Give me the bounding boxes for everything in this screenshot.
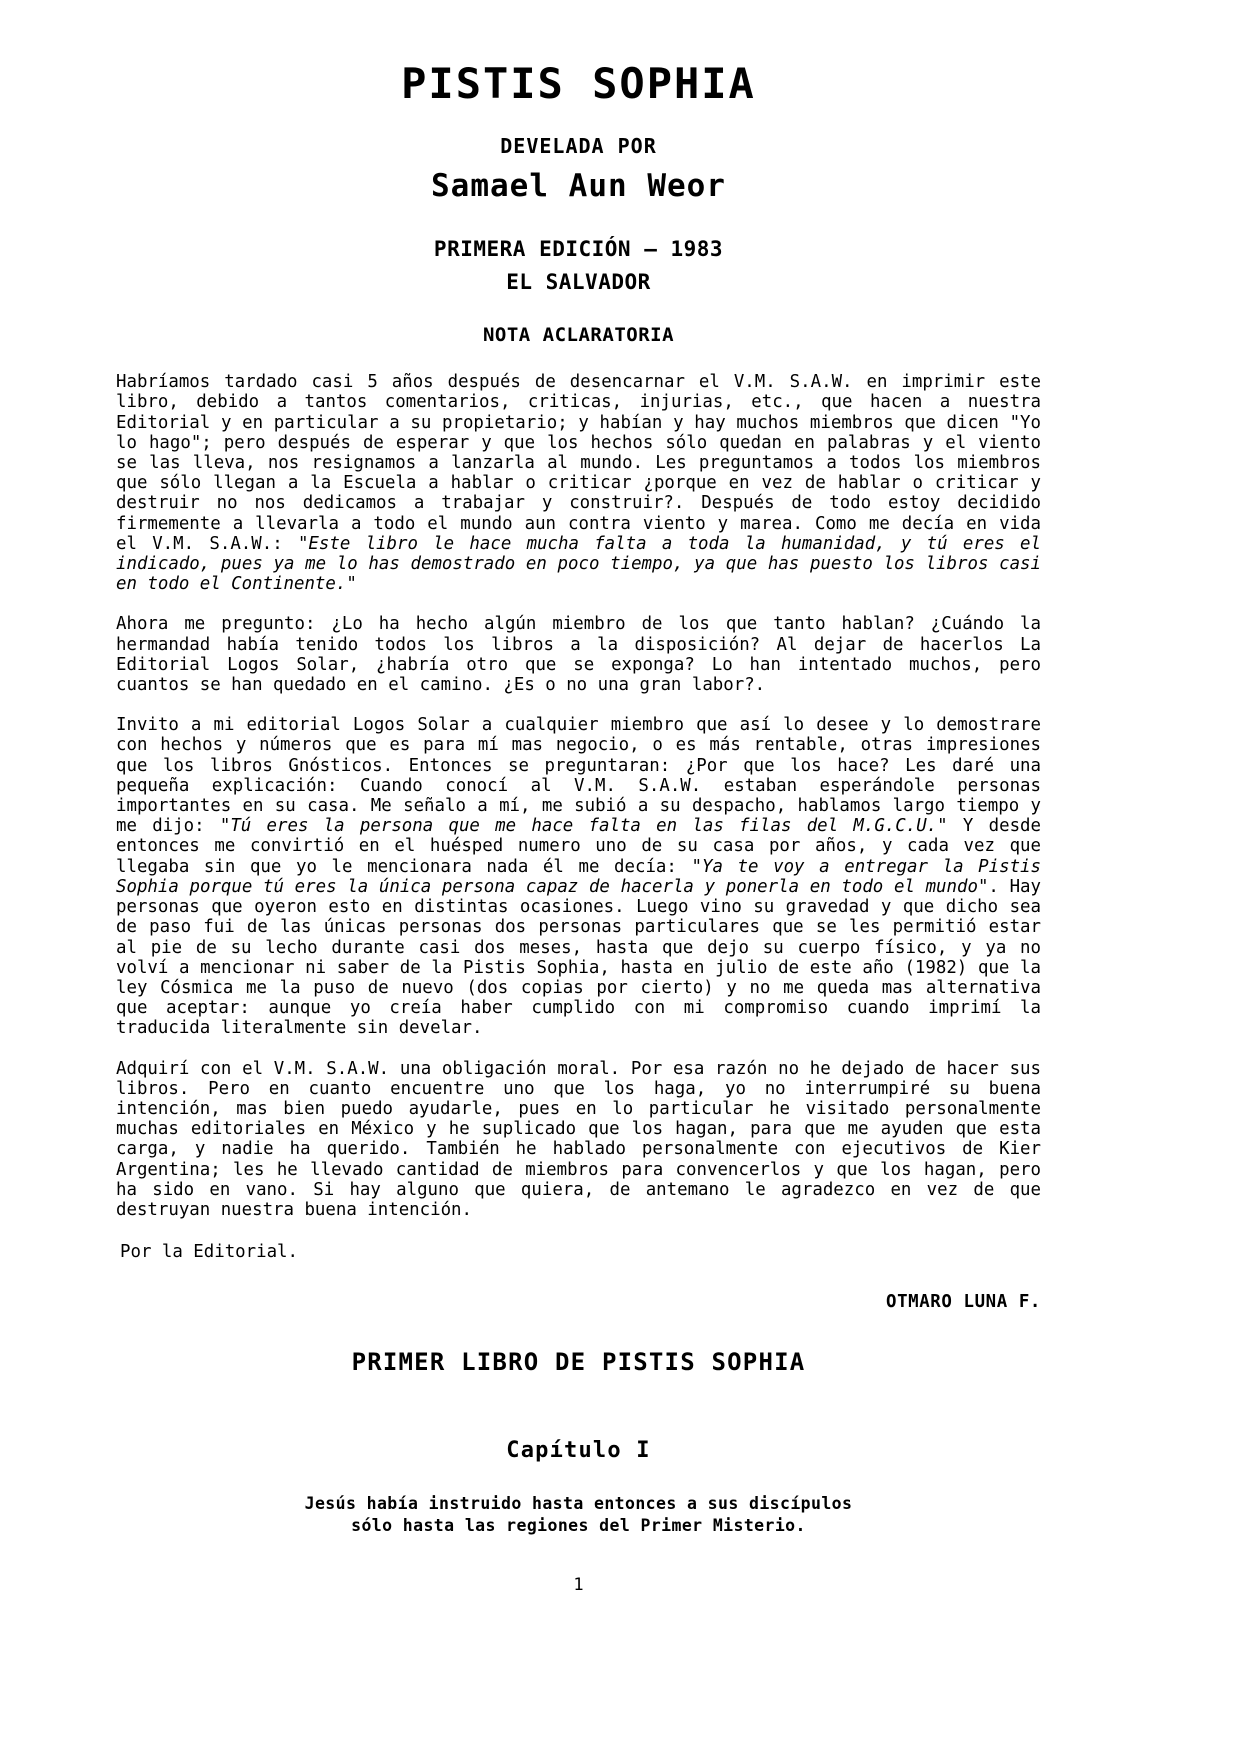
paragraph-2: Ahora me pregunto: ¿Lo ha hecho algún miembro de los que tanto hablan? ¿Cuándo la hermandad había tenido todos los libros a la disposición? Al dejar de hacerlos La Editorial Logos Solar, ¿habría otro que se exponga? Lo han intentado muchos, pero cuantos se han quedado en el camino. ¿Es o no una gran labor?.	[116, 614, 1041, 696]
book-title-heading: PRIMER LIBRO DE PISTIS SOPHIA	[351, 1348, 806, 1377]
edition-line: PRIMERA EDICIÓN – 1983	[433, 237, 724, 262]
body-text	[116, 372, 1041, 1220]
paragraph-1-quote: "Este libro le hace mucha falta a toda la humanidad, y tú eres el indicado, pues ya me lo has demostrado en poco tiempo, ya que has puesto los libros casi en todo el Continente."	[116, 533, 1041, 595]
chapter-subtitle-line-1: Jesús había instruido hasta entonces a sus discípulos	[304, 1494, 853, 1514]
paragraph-3	[116, 715, 1041, 1038]
title-subtitle: DEVELADA POR	[500, 134, 657, 159]
section-heading-nota-aclaratoria: NOTA ACLARATORIA	[482, 324, 675, 347]
paragraph-3-text-c: . Hay personas que oyeron esto en distintas ocasiones. Luego vino su gravedad y que dicho sea de paso fui de las únicas personas dos personas particulares que se les permitió estar al pie de su lecho durante casi dos meses, hasta que dejo su cuerpo físico, y ya no volví a mencionar ni saber de la Pistis Sophia, hasta en julio de este año (1982) que la ley Cósmica me la puso de nuevo (dos copias por cierto) y no me queda mas alternativa que aceptar: aunque yo creía haber cumplido con mi compromiso cuando imprimí la traducida literalmente sin develar.	[116, 876, 1041, 1039]
paragraph-4: Adquirí con el V.M. S.A.W. una obligación moral. Por esa razón no he dejado de hacer sus libros. Pero en cuanto encuentre uno que los haga, yo no interrumpiré su buena intención, mas bien puedo ayudarle, pues en lo particular he visitado personalmente muchas editoriales en México y he suplicado que los hagan, para que me ayuden que esta carga, y nadie ha querido. También he hablado personalmente con ejecutivos de Kier Argentina; les he llevado cantidad de miembros para convencerlos y que los hagan, pero ha sido en vano. Si hay alguno que quiera, de antemano le agradezco en vez de que destruyan nuestra buena intención.	[116, 1058, 1041, 1220]
page-content	[116, 0, 1041, 1595]
paragraph-3-quote-2: "Ya te voy a entregar la Pistis Sophia porque tú eres la única persona capaz de hacerla y ponerla en todo el mundo"	[116, 856, 1041, 897]
signature-name: OTMARO LUNA F.	[886, 1292, 1041, 1313]
chapter-title-heading: Capítulo I	[506, 1438, 651, 1464]
author-name: Samael Aun Weor	[431, 168, 726, 205]
chapter-subtitle	[116, 1493, 1041, 1537]
paragraph-3-text-b: Y desde entonces me convirtió en el huésped numero uno de su casa por años, y cada vez que llegaba sin que yo le mencionara nada él me decía:	[116, 816, 1041, 877]
paragraph-1	[116, 372, 1041, 594]
page-title: PISTIS SOPHIA	[401, 59, 756, 108]
paragraph-3-quote-1: "Tú eres la persona que me hace falta en las filas del M.G.C.U."	[219, 816, 948, 837]
paragraph-3-text-a: Invito a mi editorial Logos Solar a cualquier miembro que así lo desee y lo demostrare con hechos y números que es para mí mas negocio, o es más rentable, otras impresiones que los libros Gnósticos. Entonces se preguntaran: ¿Por que los hace? Les daré una pequeña explicación: Cuando conocí al V.M. S.A.W. estaban esperándole personas importantes en su casa. Me señalo a mí, me subió a su despacho, hablamos largo tiempo y me dijo:	[116, 715, 1041, 837]
page-number: 1	[573, 1575, 584, 1596]
paragraph-1-text: Habríamos tardado casi 5 años después de desencarnar el V.M. S.A.W. en imprimir este libro, debido a tantos comentarios, criticas, injurias, etc., que hacen a nuestra Editorial y en particular a su propietario; y habían y hay muchos miembros que dicen "Yo lo hago"; pero después de esperar y que los hechos sólo quedan en palabras y el viento se las lleva, nos resignamos a lanzarla al mundo. Les preguntamos a todos los miembros que sólo llegan a la Escuela a hablar o criticar ¿porque en vez de hablar o criticar y destruir no nos dedicamos a trabajar y construir?. Después de todo estoy decidido firmemente a llevarla a todo el mundo aun contra viento y marea. Como me decía en vida el V.M. S.A.W.:	[116, 372, 1041, 554]
closing-line: Por la Editorial.	[120, 1242, 298, 1263]
chapter-subtitle-line-2: sólo hasta las regiones del Primer Misterio.	[351, 1516, 806, 1536]
country-line: EL SALVADOR	[506, 270, 651, 295]
